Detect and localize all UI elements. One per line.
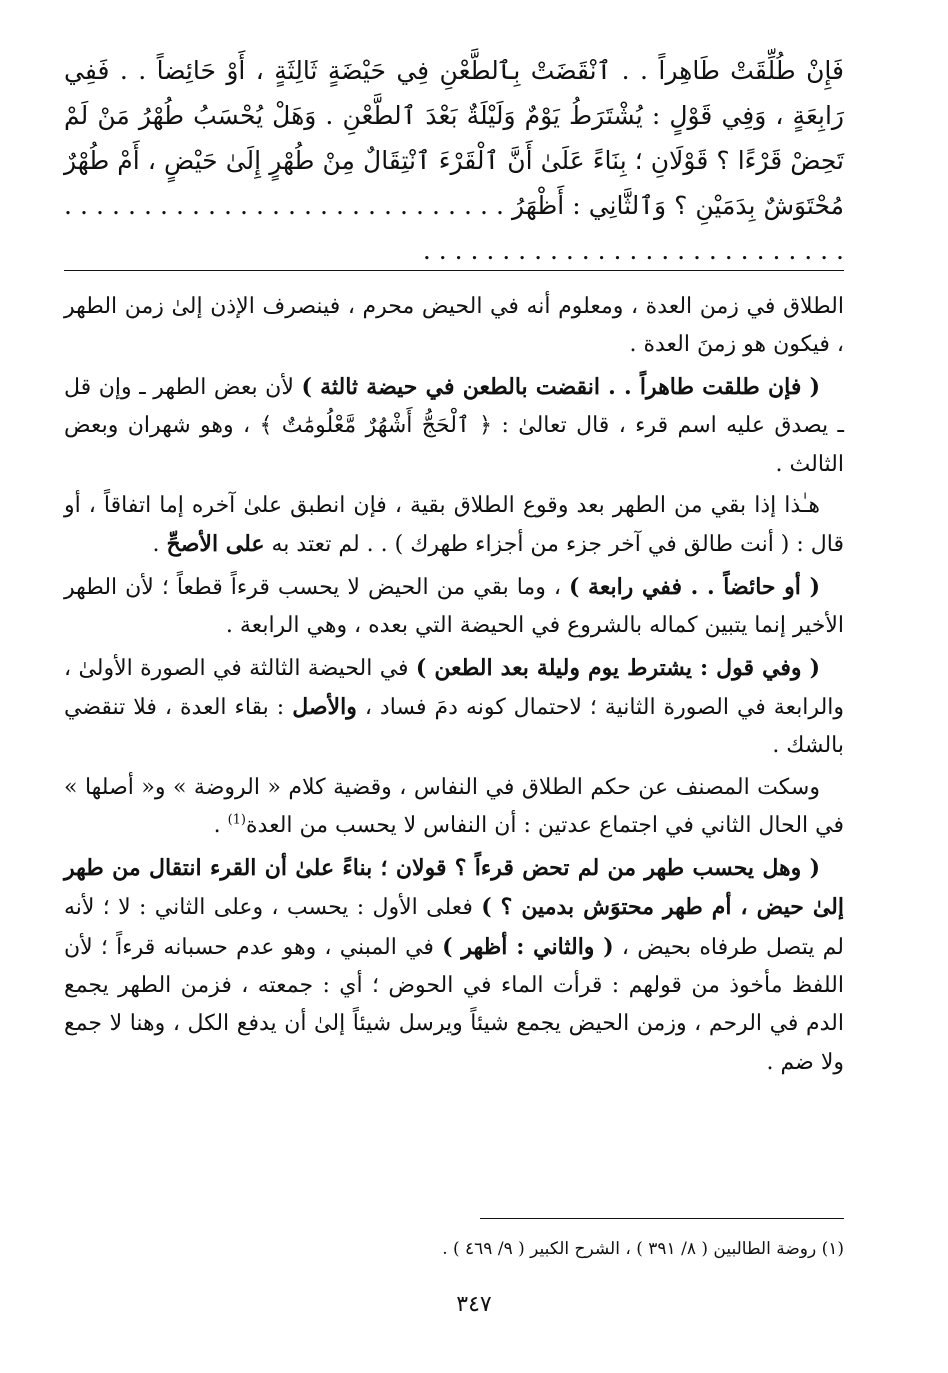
commentary-paragraph-7 (64, 849, 844, 1082)
quoted-matn: ( وفي قول : يشترط يوم وليلة بعد الطعن ) (415, 654, 820, 681)
matn-text-block (64, 48, 844, 265)
commentary-text: ، وما بقي من الحيض لا يحسب قرءاً قطعاً ؛ لأن الطهر الأخير إنما يتبين كماله بالشروع في الحيضة التي بعده ، وهي الرابعة . (64, 574, 844, 639)
commentary-text: في الحيضة الثالثة في الصورة الأولىٰ ، والرابعة في الصورة الثانية ؛ لاحتمال كونه دمَ فساد ، (64, 655, 845, 721)
footnote-reference[interactable]: (1) (227, 812, 246, 828)
quoted-matn: ( وهل يحسب طهر من لم تحض قرءاً ؟ قولان ؛ بناءً علىٰ أن القرء انتقال من طهر إلىٰ حيض ، أم طهر محتوَش بدمين ؟ ) (64, 854, 844, 921)
matn-text: فَإِنْ طُلِّقَتْ طَاهِراً . . ٱنْقَضَتْ بِٱلطَّعْنِ فِي حَيْضَةٍ ثَالِثَةٍ ، أَوْ حَائِضاً . . فَفِي رَابِعَةٍ ، وَفِي قَوْلٍ : يُشْتَرَطُ يَوْمٌ وَلَيْلَةٌ بَعْدَ ٱلطَّعْنِ . وَهَلْ يُحْسَبُ طُهْرُ مَنْ لَمْ تَحِضْ قَرْءًا ؟ قَوْلَانِ ؛ بِنَاءً عَلَىٰ أَنَّ ٱلْقَرْءَ ٱنْتِقَالٌ مِنْ طُهْرٍ إِلَىٰ حَيْضٍ ، أَمْ طُهْرٌ مُحْتَوَشٌ بِدَمَيْنِ ؟ وَٱلثَّانِي : أَظْهَرُ . . . . . . . . . . . . . . . . . . . . . . . . . . . . . . . . . . . . . . . . . . . . . . . . . . . . . . . (64, 56, 844, 265)
commentary-paragraph-5 (64, 649, 844, 766)
commentary-paragraph-1 (64, 288, 844, 365)
commentary-section (64, 288, 844, 1200)
commentary-paragraph-2 (64, 368, 844, 484)
commentary-text: . (152, 532, 167, 558)
commentary-text: في المبني ، وهو عدم حسبانه قرءاً ؛ لأن اللفظ مأخوذ من قولهم : قرأت الماء في الحوض ؛ أي : جمعته ، فزمن الطهر يجمع الدم في الرحم ، وزمن الحيض يجمع شيئاً ويرسل شيئاً إلىٰ أن يدفع الكل ، وهنا لا جمع ولا ضم . (64, 934, 844, 1075)
emphasis-term: على الأصحِّ (166, 531, 265, 558)
commentary-text: . (213, 813, 228, 839)
footnote-separator (480, 1218, 844, 1219)
footnote (64, 1236, 844, 1262)
commentary-text: هـٰذا إذا بقي من الطهر بعد وقوع الطلاق بقية ، فإن انطبق علىٰ آخره إما اتفاقاً ، أو قال : ( أنت طالق في آخر جزء من أجزاء طهرك ) . . لم تعتد به (64, 493, 844, 558)
commentary-text: : بقاء العدة ، فلا تنقضي بالشك . (64, 695, 844, 759)
commentary-text: وسكت المصنف عن حكم الطلاق في النفاس ، وقضية كلام « الروضة » و« أصلها » في الحال الثاني في اجتماع عدتين : أن النفاس لا يحسب من العدة (64, 774, 844, 839)
matn-separator (64, 270, 844, 271)
commentary-text: الطلاق في زمن العدة ، ومعلوم أنه في الحيض محرم ، فينصرف الإذن إلىٰ زمن الطهر ، فيكون هو زمنَ العدة . (64, 294, 844, 358)
quoted-matn: ( فإن طلقت طاهراً . . انقضت بالطعن في حيضة ثالثة ) (301, 373, 821, 400)
commentary-text: لأن بعض الطهر ـ وإن قل ـ يصدق عليه اسم قرء ، قال تعالىٰ : ﴿ ٱلْحَجُّ أَشْهُرٌ مَّعْلُومَٰتٌ ﴾ ، وهو شهران وبعض الثالث . (64, 374, 844, 477)
page-number: ٣٤٧ (456, 1292, 492, 1317)
commentary-paragraph-6 (64, 769, 844, 846)
emphasis-term: والأصل (292, 694, 357, 721)
quoted-matn: ( والثاني : أظهر ) (442, 933, 614, 960)
matn-section (64, 48, 844, 265)
footnote-text: (١) روضة الطالبين ( ٨/ ٣٩١ ) ، الشرح الكبير ( ٩/ ٤٦٩ ) . (442, 1239, 844, 1259)
quoted-matn: ( أو حائضاً . . ففي رابعة ) (568, 573, 820, 600)
commentary-paragraph-4 (64, 568, 844, 646)
commentary-text: فعلى الأول : يحسب ، وعلى الثاني : لا ؛ لأنه لم يتصل طرفاه بحيض ، (64, 895, 844, 960)
commentary-paragraph-3 (64, 487, 844, 565)
